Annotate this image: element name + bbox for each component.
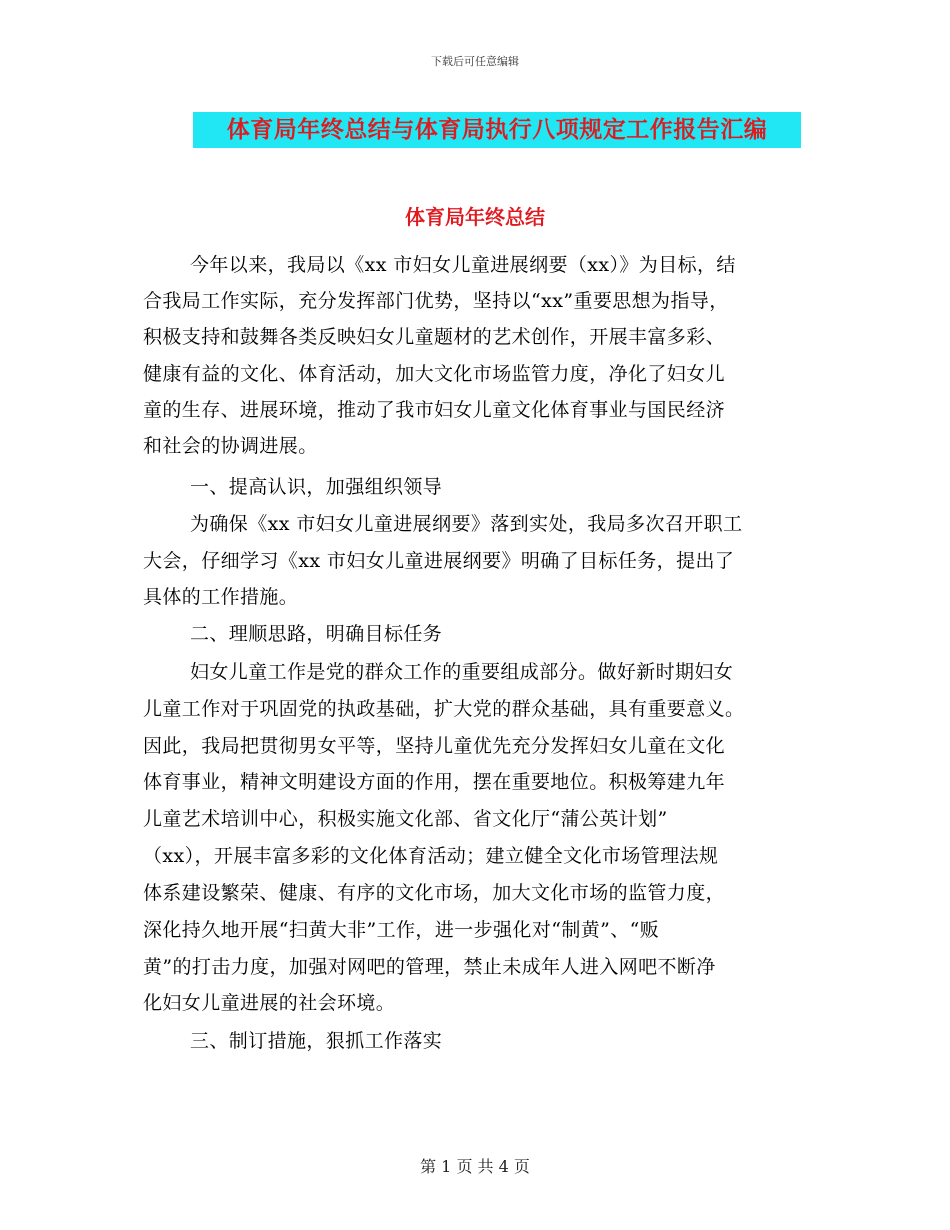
paragraph-line: 因此，我局把贯彻男女平等，坚持儿童优先充分发挥妇女儿童在文化 — [143, 735, 726, 757]
subheading: 一、提高认识，加强组织领导 — [190, 476, 443, 498]
paragraph-line: 儿童工作对于巩固党的执政基础，扩大党的群众基础，具有重要意义。 — [143, 698, 745, 720]
paragraph-line: 儿童艺术培训中心，积极实施文化部、省文化厅“蒲公英计划” — [143, 808, 668, 830]
section-title: 体育局年终总结 — [405, 205, 545, 229]
paragraph-line: 健康有益的文化、体育活动，加大文化市场监管力度，净化了妇女儿 — [143, 363, 726, 385]
paragraph-line: 妇女儿童工作是党的群众工作的重要组成部分。做好新时期妇女 — [190, 661, 734, 683]
paragraph-line: 黄”的打击力度，加强对网吧的管理，禁止未成年人进入网吧不断净 — [143, 956, 716, 978]
paragraph-line: 体系建设繁荣、健康、有序的文化市场，加大文化市场的监管力度， — [143, 882, 726, 904]
paragraph-line: 今年以来，我局以《xx 市妇女儿童进展纲要（xx）》为目标，结 — [190, 254, 736, 276]
paragraph-line: 大会，仔细学习《xx 市妇女儿童进展纲要》明确了目标任务，提出了 — [143, 550, 735, 572]
paragraph-line: 深化持久地开展“扫黄大非”工作，进一步强化对“制黄”、“贩 — [143, 919, 660, 941]
paragraph-line: 具体的工作措施。 — [143, 586, 299, 608]
paragraph-line: 化妇女儿童进展的社会环境。 — [143, 992, 396, 1014]
page-footer: 第 1 页 共 4 页 — [420, 1157, 530, 1176]
subheading: 三、制订措施，狠抓工作落实 — [190, 1030, 443, 1052]
header-note: 下载后可任意编辑 — [431, 55, 519, 68]
paragraph-line: 积极支持和鼓舞各类反映妇女儿童题材的艺术创作，开展丰富多彩、 — [143, 326, 726, 348]
paragraph-line: 为确保《xx 市妇女儿童进展纲要》落到实处，我局多次召开职工 — [190, 513, 743, 535]
document-title: 体育局年终总结与体育局执行八项规定工作报告汇编 — [193, 112, 801, 148]
subheading: 二、理顺思路，明确目标任务 — [190, 623, 443, 645]
paragraph-line: 合我局工作实际，充分发挥部门优势，坚持以“xx”重要思想为指导， — [143, 290, 729, 312]
paragraph-line: 和社会的协调进展。 — [143, 435, 318, 457]
paragraph-line: 童的生存、进展环境，推动了我市妇女儿童文化体育事业与国民经济 — [143, 399, 726, 421]
paragraph-line: （xx），开展丰富多彩的文化体育活动；建立健全文化市场管理法规 — [143, 845, 719, 867]
paragraph-line: 体育事业，精神文明建设方面的作用，摆在重要地位。积极筹建九年 — [143, 771, 726, 793]
